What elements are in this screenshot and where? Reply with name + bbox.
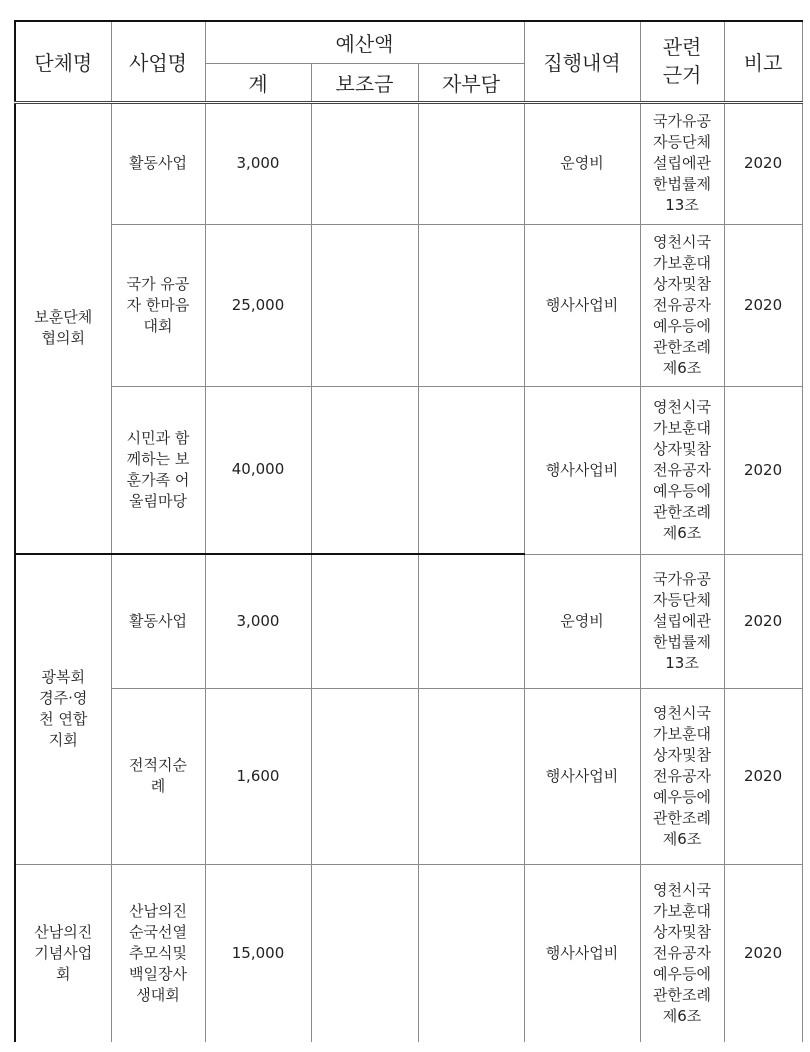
total-cell: 3,000	[205, 554, 311, 688]
project-cell	[111, 688, 205, 864]
table-row	[15, 224, 802, 386]
basis-cell	[640, 386, 724, 554]
subsidy-cell	[311, 554, 418, 688]
subsidy-cell	[311, 224, 418, 386]
basis-cell	[640, 864, 724, 1042]
org-name: 보훈단체 협의회	[34, 308, 93, 348]
header-project: 사업명	[111, 21, 205, 102]
execution-cell: 운영비	[524, 554, 640, 688]
note-cell: 2020	[724, 102, 802, 224]
project-cell	[111, 224, 205, 386]
note-cell: 2020	[724, 224, 802, 386]
basis-cell	[640, 224, 724, 386]
table-row	[15, 386, 802, 554]
total-cell: 25,000	[205, 224, 311, 386]
total-cell: 1,600	[205, 688, 311, 864]
table-row	[15, 554, 802, 688]
org-name: 광복회 경주·영천 연합지회	[39, 668, 88, 750]
subsidy-cell	[311, 688, 418, 864]
budget-table	[14, 20, 803, 1042]
self-cell	[418, 688, 524, 864]
org-cell	[15, 864, 111, 1042]
header-subsidy: 보조금	[311, 63, 418, 102]
total-cell: 40,000	[205, 386, 311, 554]
header-budget: 예산액	[205, 21, 524, 63]
basis-text: 영천시국가보훈대상자및참전유공자예우등에관한조례제6조	[653, 703, 712, 848]
execution-cell: 운영비	[524, 102, 640, 224]
header-org: 단체명	[15, 21, 111, 102]
execution-cell: 행사사업비	[524, 688, 640, 864]
basis-text: 영천시국가보훈대상자및참전유공자예우등에관한조례제6조	[653, 397, 712, 542]
self-cell	[418, 224, 524, 386]
total-cell: 3,000	[205, 102, 311, 224]
note-cell: 2020	[724, 864, 802, 1042]
project-name: 국가 유공자 한마음 대회	[126, 274, 190, 335]
execution-cell: 행사사업비	[524, 386, 640, 554]
header-basis-text: 관련 근거	[662, 35, 702, 88]
budget-table-sheet	[14, 20, 801, 1042]
table-row	[15, 688, 802, 864]
self-cell	[418, 386, 524, 554]
note-cell: 2020	[724, 688, 802, 864]
self-cell	[418, 864, 524, 1042]
org-name: 산남의진 기념사업회	[34, 922, 93, 983]
table-row	[15, 102, 802, 224]
header-self: 자부담	[418, 63, 524, 102]
subsidy-cell	[311, 102, 418, 224]
subsidy-cell	[311, 386, 418, 554]
basis-text: 국가유공자등단체설립에관한법률제13조	[653, 569, 712, 672]
project-cell	[111, 554, 205, 688]
project-name: 시민과 함께하는 보훈가족 어울림마당	[126, 428, 190, 510]
table-row	[15, 864, 802, 1042]
project-cell	[111, 864, 205, 1042]
execution-cell: 행사사업비	[524, 864, 640, 1042]
note-cell: 2020	[724, 386, 802, 554]
project-cell	[111, 102, 205, 224]
note-cell: 2020	[724, 554, 802, 688]
basis-text: 영천시국가보훈대상자및참전유공자예우등에관한조례제6조	[653, 880, 712, 1025]
project-name: 활동사업	[129, 154, 187, 172]
header-execution: 집행내역	[524, 21, 640, 102]
header-note: 비고	[724, 21, 802, 102]
basis-text: 영천시국가보훈대상자및참전유공자예우등에관한조례제6조	[653, 232, 712, 377]
self-cell	[418, 554, 524, 688]
basis-cell	[640, 554, 724, 688]
total-cell: 15,000	[205, 864, 311, 1042]
self-cell	[418, 102, 524, 224]
project-name: 활동사업	[129, 611, 187, 630]
header-basis	[640, 21, 724, 102]
org-cell	[15, 102, 111, 554]
basis-cell	[640, 688, 724, 864]
basis-text: 국가유공자등단체설립에관한법률제13조	[653, 112, 712, 214]
org-cell	[15, 554, 111, 864]
header-total: 계	[205, 63, 311, 102]
execution-cell: 행사사업비	[524, 224, 640, 386]
basis-cell	[640, 102, 724, 224]
subsidy-cell	[311, 864, 418, 1042]
project-cell	[111, 386, 205, 554]
project-name: 전적지순례	[129, 756, 187, 795]
project-name: 산남의진 순국선열 추모식및 백일장사 생대회	[129, 901, 187, 1004]
